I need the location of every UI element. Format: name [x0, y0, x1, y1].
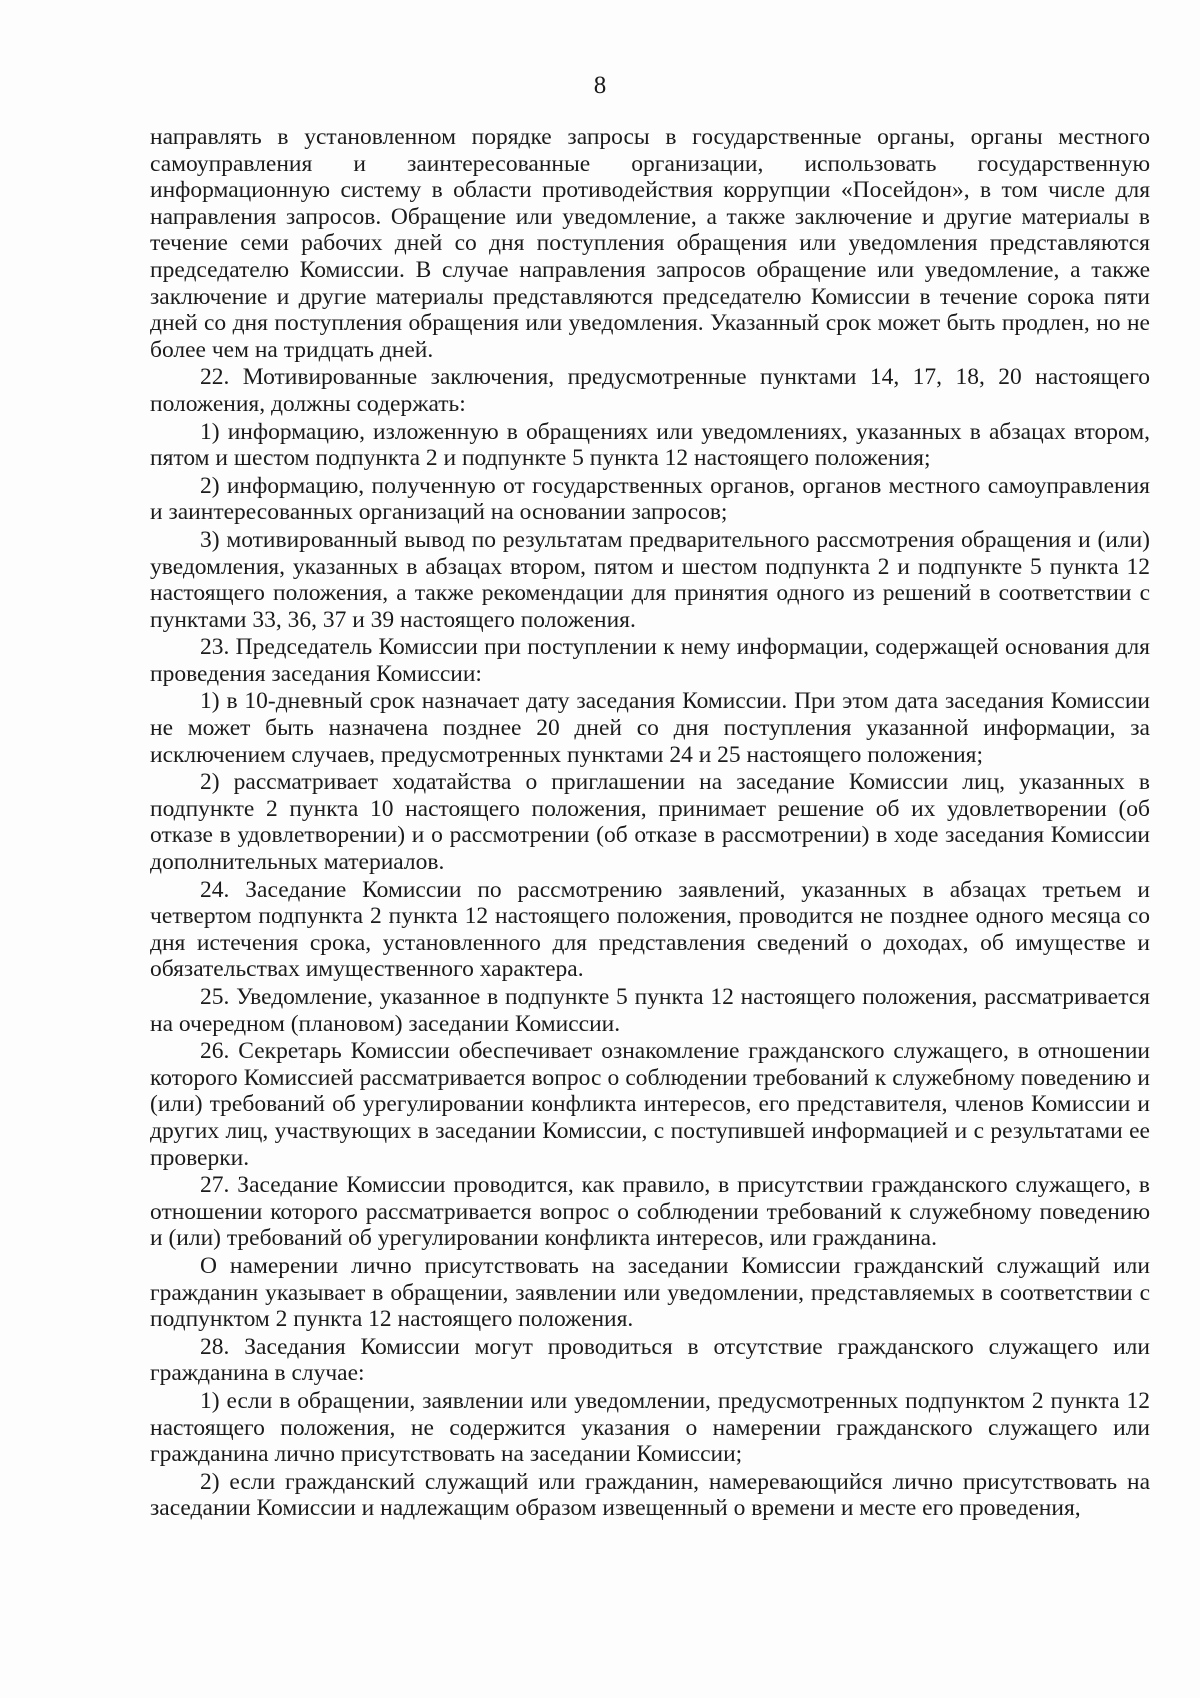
paragraph: 23. Председатель Комиссии при поступлении к нему информации, содержащей основания для проведения заседания Комиссии:	[150, 634, 1150, 687]
paragraph: 2) рассматривает ходатайства о приглашении на заседание Комиссии лиц, указанных в подпункте 2 пункта 10 настоящего положения, принимает решение об их удовлетворении (об отказе в удовлетворении) и о рассмотрении (об отказе в рассмотрении) в ходе заседания Комиссии дополнительных материалов.	[150, 769, 1150, 876]
paragraph: 24. Заседание Комиссии по рассмотрению заявлений, указанных в абзацах третьем и четвертом подпункта 2 пункта 12 настоящего положения, проводится не позднее одного месяца со дня истечения срока, установленного для представления сведений о доходах, об имуществе и обязательствах имущественного характера.	[150, 876, 1150, 983]
paragraph: направлять в установленном порядке запросы в государственные органы, органы местного самоуправления и заинтересованные организации, использовать государственную информационную систему в области противодействия коррупции «Посейдон», в том числе для направления запросов. Обращение или уведомление, а также заключение и другие материалы в течение семи рабочих дней со дня поступления обращения или уведомления представляются председателю Комиссии. В случае направления запросов обращение или уведомление, а также заключение и другие материалы представляются председателю Комиссии в течение сорока пяти дней со дня поступления обращения или уведомления. Указанный срок может быть продлен, но не более чем на тридцать дней.	[150, 124, 1150, 363]
paragraph: 1) в 10-дневный срок назначает дату заседания Комиссии. При этом дата заседания Комиссии не может быть назначена позднее 20 дней со дня поступления указанной информации, за исключением случаев, предусмотренных пунктами 24 и 25 настоящего положения;	[150, 688, 1150, 768]
paragraph: 2) если гражданский служащий или гражданин, намеревающийся лично присутствовать на заседании Комиссии и надлежащим образом извещенный о времени и месте его проведения,	[150, 1468, 1150, 1522]
paragraph: 26. Секретарь Комиссии обеспечивает ознакомление гражданского служащего, в отношении которого Комиссией рассматривается вопрос о соблюдении требований к служебному поведению и (или) требований об урегулировании конфликта интересов, его представителя, членов Комиссии и других лиц, участвующих в заседании Комиссии, с поступившей информацией и с результатами ее проверки.	[150, 1038, 1150, 1171]
paragraph: 1) информацию, изложенную в обращениях или уведомлениях, указанных в абзацах втором, пятом и шестом подпункта 2 и подпункте 5 пункта 12 настоящего положения;	[150, 418, 1150, 472]
page-number: 8	[593, 72, 607, 99]
paragraph: 28. Заседания Комиссии могут проводиться в отсутствие гражданского служащего или гражданина в случае:	[150, 1333, 1150, 1387]
paragraph: 22. Мотивированные заключения, предусмотренные пунктами 14, 17, 18, 20 настоящего положения, должны содержать:	[150, 364, 1150, 417]
paragraph: 25. Уведомление, указанное в подпункте 5 пункта 12 настоящего положения, рассматривается на очередном (плановом) заседании Комиссии.	[150, 984, 1150, 1037]
paragraph: 27. Заседание Комиссии проводится, как правило, в присутствии гражданского служащего, в отношении которого рассматривается вопрос о соблюдении требований к служебному поведению и (или) требований об урегулировании конфликта интересов, или гражданина.	[150, 1172, 1150, 1252]
document-body	[150, 124, 1150, 1523]
paragraph: 2) информацию, полученную от государственных органов, органов местного самоуправления и заинтересованных организаций на основании запросов;	[150, 472, 1150, 526]
paragraph: О намерении лично присутствовать на заседании Комиссии гражданский служащий или гражданин указывает в обращении, заявлении или уведомлении, представляемых в соответствии с подпунктом 2 пункта 12 настоящего положения.	[150, 1252, 1150, 1333]
paragraph: 1) если в обращении, заявлении или уведомлении, предусмотренных подпунктом 2 пункта 12 настоящего положения, не содержится указания о намерении гражданского служащего или гражданина лично присутствовать на заседании Комиссии;	[150, 1387, 1150, 1468]
paragraph: 3) мотивированный вывод по результатам предварительного рассмотрения обращения и (или) уведомления, указанных в абзацах втором, пятом и шестом подпункта 2 и подпункте 5 пункта 12 настоящего положения, а также рекомендации для принятия одного из решений в соответствии с пунктами 33, 36, 37 и 39 настоящего положения.	[150, 526, 1150, 633]
